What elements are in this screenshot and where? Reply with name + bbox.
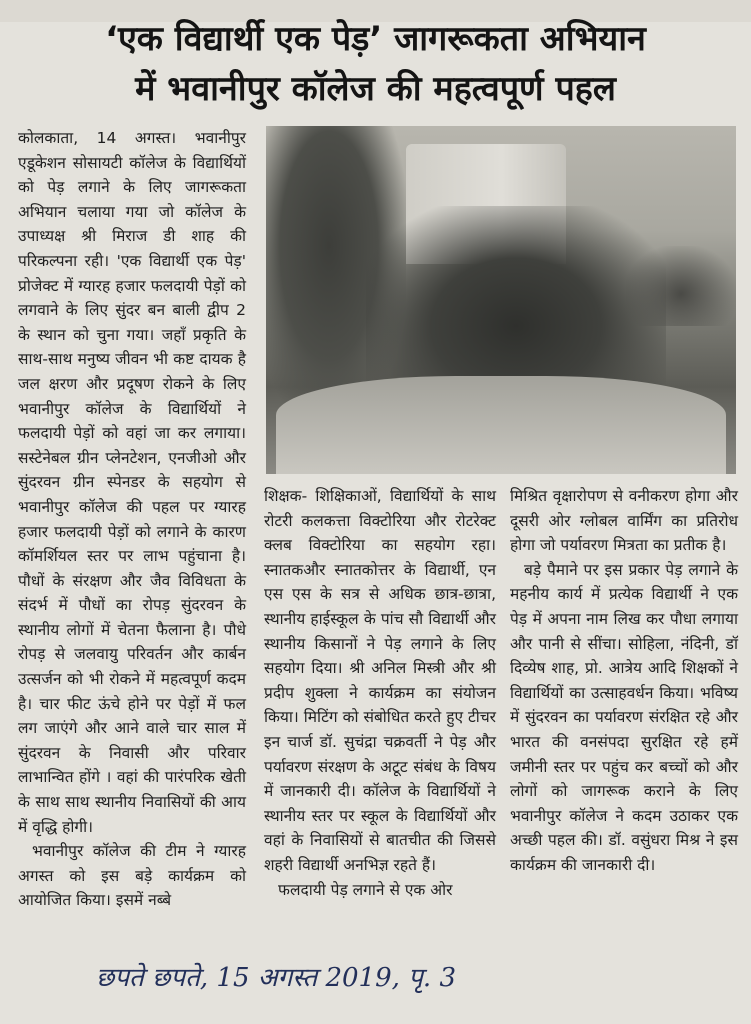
article-column-3 (510, 484, 738, 878)
column3-paragraph-1: मिश्रित वृक्षारोपण से वनीकरण होगा और दूसरी ओर ग्लोबल वार्मिंग का प्रतिरोध होगा जो पर्यावरण मित्रता का प्रतीक है। (510, 487, 738, 555)
column1-paragraph-1: कोलकाता, 14 अगस्त। भवानीपुर एडूकेशन सोसायटी कॉलेज के विद्यार्थियों को पेड़ लगाने के लिए जागरूकता अभियान चलाया गया जो कॉलेज के उपाध्यक्ष श्री मिराज डी शाह की परिकल्पना रही। 'एक विद्यार्थी एक पेड़' प्रोजेक्ट में ग्यारह हजार फलदायी पेड़ों को लगवाने के लिए सुंदर बन बाली द्वीप 2 के स्थान को चुना गया। जहाँ प्रकृति के साथ-साथ मनुष्य जीवन भी कष्ट दायक है जल क्षरण और प्रदूषण रोकने के लिए भवानीपुर कॉलेज के विद्यार्थियों ने फलदायी पेड़ों को वहां जा कर लगाया। सस्टेनेबल ग्रीन प्लेनटेशन, एनजीओ और सुंदरवन ग्रीन स्पेनडर के सहयोग से भवानीपुर कॉलेज की पहल पर ग्यारह हजार फलदायी पेड़ों को लगाने के कारण कॉमर्शियल स्तर पर लाभ पहुंचाना है। पौधों के संरक्षण और जैव विविधता के संदर्भ में पौधों का रोपड़ सुंदरवन के स्थानीय लोगों में चेतना फैलाना है। पौधे रोपड़ से जलवायु परिवर्तन और कार्बन उत्सर्जन को भी रोकने में महत्वपूर्ण कदम है। चार फीट ऊंचे होने पर पेड़ों में फल लग जाएंगे और आने वाले चार साल में सुंदरवन के निवासी और परिवार लाभान्वित होंगे । वहां की पारंपरिक खेती के साथ साथ स्थानीय निवासियों की आय में वृद्धि होगी। (18, 129, 246, 836)
headline-line-1: ‘एक विद्यार्थी एक पेड़’ जागरूकता अभियान (105, 19, 646, 59)
column3-paragraph-2: बड़े पैमाने पर इस प्रकार पेड़ लगाने के महनीय कार्य में प्रत्येक विद्यार्थी ने एक पेड़ में अपना नाम लिख कर पौधा लगाया और पानी से सींचा। सोहिला, नंदिनी, डॉ दिव्येष शाह, प्रो. आत्रेय आदि शिक्षकों ने विद्यार्थियों का उत्साहवर्धन किया। भविष्य में सुंदरवन का पर्यावरण संरक्षित रहे और भारत की वनसंपदा सुरक्षित रहे हमें जमीनी स्तर पर पहुंच कर बच्चों को और लोगों को जागरूक कराने के लिए भवानीपुर कॉलेज ने कदम उठाकर एक अच्छी पहल की। डॉ. वसुंधरा मिश्र ने इस कार्यक्रम की जानकारी दी। (510, 560, 738, 874)
news-photo (266, 126, 736, 474)
article-column-1 (18, 126, 246, 913)
article-column-2 (264, 484, 496, 902)
column2-paragraph-1: शिक्षक- शिक्षिकाओं, विद्यार्थियों के साथ रोटरी कलकत्ता विक्टोरिया और रोटरेक्ट क्लब विक्टोरिया का सहयोग रहा। स्नातकऔर स्नातकोत्तर के विद्यार्थी, एन एस एस के सत्र से अधिक छात्र-छात्रा, स्थानीय हाईस्कूल के पांच सौ विद्यार्थी और स्थानीय किसानों ने पेड़ लगाने के लिए सहयोग दिया। श्री अनिल मिस्त्री और श्री प्रदीप शुक्ला ने कार्यक्रम का संयोजन किया। मिटिंग को संबोधित करते हुए टीचर इन चार्ज डॉ. सुचंद्रा चक्रवर्ती ने पेड़ और पर्यावरण संरक्षण के अटूट संबंध के विषय में जानकारी दी। कॉलेज के विद्यार्थियों ने स्थानीय स्तर पर स्कूल के विद्यार्थियों और वहां के निवासियों से बातचीत की जिससे शहरी विद्यार्थी अनभिज्ञ रहते हैं। (264, 487, 496, 874)
photo-background-people (626, 246, 736, 326)
column2-paragraph-2: फलदायी पेड़ लगाने से एक ओर (278, 880, 453, 899)
photo-boat (276, 376, 726, 474)
headline (0, 14, 751, 114)
headline-line-2: में भवानीपुर कॉलेज की महत्वपूर्ण पहल (135, 69, 616, 109)
handwritten-source-note: छपते छपते, 15 अगस्त 2019, पृ. 3 (96, 963, 457, 993)
column1-paragraph-2: भवानीपुर कॉलेज की टीम ने ग्यारह अगस्त को इस बड़े कार्यक्रम को आयोजित किया। इसमें नब्बे (18, 842, 246, 910)
